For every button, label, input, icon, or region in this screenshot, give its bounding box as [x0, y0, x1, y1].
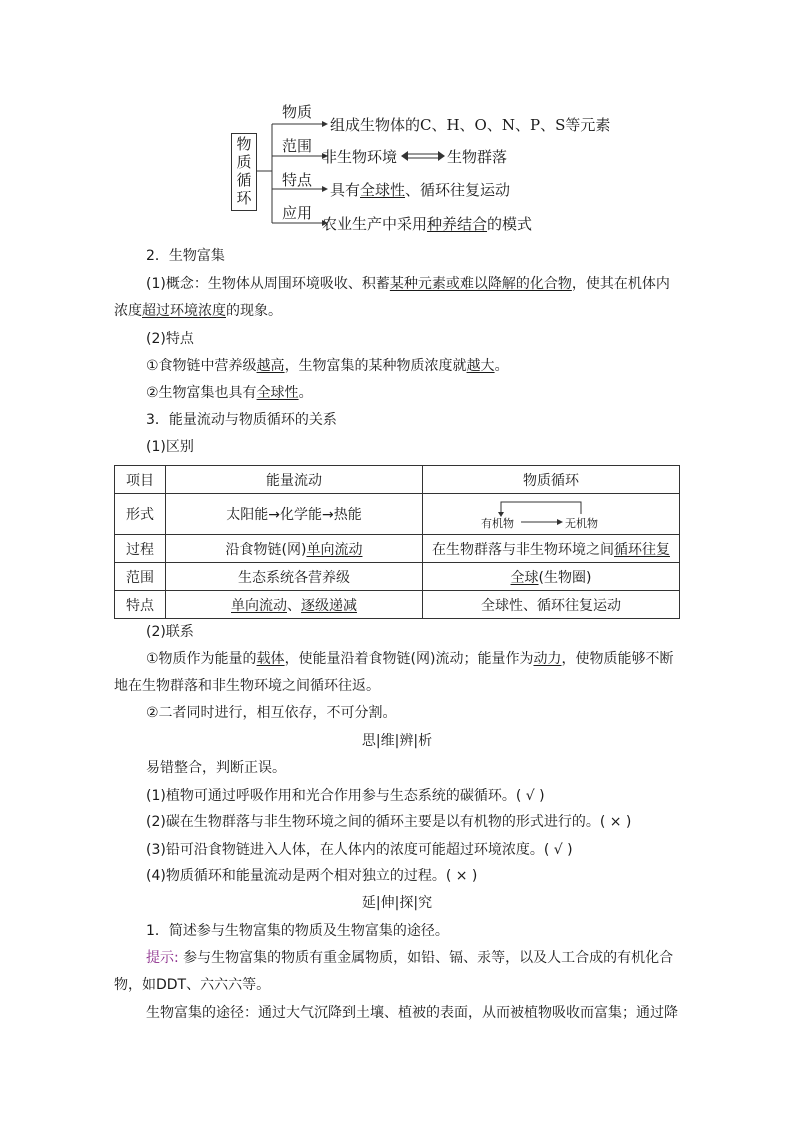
table-header-cell: 物质循环 [423, 466, 680, 494]
s3-link-1-line2: 地在生物群落和非生物环境之间循环往返。 [114, 678, 380, 694]
cycle-organic: 有机物 [481, 517, 514, 530]
think-intro: 易错整合，判断正误。 [146, 760, 286, 776]
think-item: (1)植物可通过呼吸作用和光合作用参与生态系统的碳循环。( √ ) [146, 788, 545, 804]
table-row [115, 591, 680, 619]
s3-link-2: ②二者同时进行，相互依存，不可分割。 [146, 705, 397, 721]
table-cell-label: 形式 [115, 494, 166, 535]
table-row [115, 563, 680, 591]
section-2-heading: 2．生物富集 [146, 248, 225, 264]
table-cell: 沿食物链(网)单向流动 [166, 535, 423, 563]
explore-title: 延|伸|探|究 [361, 895, 433, 911]
table-header-cell: 项目 [115, 466, 166, 494]
s3-link-1: ①物质作为能量的载体，使能量沿着食物链(网)流动；能量作为动力，使物质能够不断 [146, 651, 674, 667]
table-cell-label: 特点 [115, 591, 166, 619]
s3-diff-heading: (1)区别 [146, 439, 194, 455]
diagram-text-substance: 组成生物体的C、H、O、N、P、S等元素 [330, 116, 611, 134]
diagram-text-range-right: 生物群落 [447, 148, 508, 166]
diagram-label-substance: 物质 [282, 103, 313, 121]
explore-path: 生物富集的途径：通过大气沉降到土壤、植被的表面，从而被植物吸收而富集；通过降 [146, 1005, 678, 1021]
s2-feature-1: ①食物链中营养级越高，生物富集的某种物质浓度就越大。 [146, 358, 509, 374]
table-cell: 太阳能→化学能→热能 [166, 494, 423, 535]
table-row [115, 494, 680, 535]
explore-hint-line2: 物，如DDT、六六六等。 [114, 977, 271, 993]
table-cell-label: 过程 [115, 535, 166, 563]
section-3-heading: 3．能量流动与物质循环的关系 [146, 412, 337, 428]
table-cell-label: 范围 [115, 563, 166, 591]
table-cell: 单向流动、逐级递减 [166, 591, 423, 619]
table-cell-cycle-diagram [423, 494, 680, 535]
table-cell: 全球(生物圈) [423, 563, 680, 591]
s2-concept-line2: 浓度超过环境浓度的现象。 [114, 303, 282, 319]
table-header-cell: 能量流动 [166, 466, 423, 494]
think-item: (3)铅可沿食物链进入人体，在人体内的浓度可能超过环境浓度。( √ ) [146, 842, 573, 858]
diagram-text-application: 农业生产中采用种养结合的模式 [322, 215, 533, 233]
table-header-row [115, 466, 680, 494]
comparison-table [114, 465, 680, 619]
s3-link-heading: (2)联系 [146, 624, 194, 640]
diagram-root-label: 物质循环 [236, 135, 252, 207]
think-item: (2)碳在生物群落与非生物环境之间的循环主要是以有机物的形式进行的。( × ) [146, 814, 632, 830]
diagram-label-feature: 特点 [282, 171, 313, 189]
diagram-label-application: 应用 [282, 204, 313, 222]
diagram-label-range: 范围 [282, 137, 313, 155]
s2-feature-2: ②生物富集也具有全球性。 [146, 385, 313, 401]
explore-question-1: 1．简述参与生物富集的物质及生物富集的途径。 [146, 923, 449, 939]
s2-concept-line1: (1)概念：生物体从周围环境吸收、积蓄某种元素或难以降解的化合物，使其在机体内 [146, 276, 670, 292]
diagram-text-range-left: 非生物环境 [322, 148, 398, 166]
think-title: 思|维|辨|析 [361, 733, 433, 749]
hint-label: 提示: [146, 950, 179, 966]
diagram-text-feature: 具有全球性、循环往复运动 [330, 181, 511, 199]
table-cell: 在生物群落与非生物环境之间循环往复 [423, 535, 680, 563]
table-cell: 生态系统各营养级 [166, 563, 423, 591]
s2-feature-heading: (2)特点 [146, 331, 194, 347]
cycle-inorganic: 无机物 [565, 517, 598, 530]
explore-hint: 提示: 参与生物富集的物质有重金属物质，如铅、镉、汞等，以及人工合成的有机化合 [146, 950, 674, 966]
table-row [115, 535, 680, 563]
think-item: (4)物质循环和能量流动是两个相对独立的过程。( × ) [146, 868, 478, 884]
table-cell: 全球性、循环往复运动 [423, 591, 680, 619]
